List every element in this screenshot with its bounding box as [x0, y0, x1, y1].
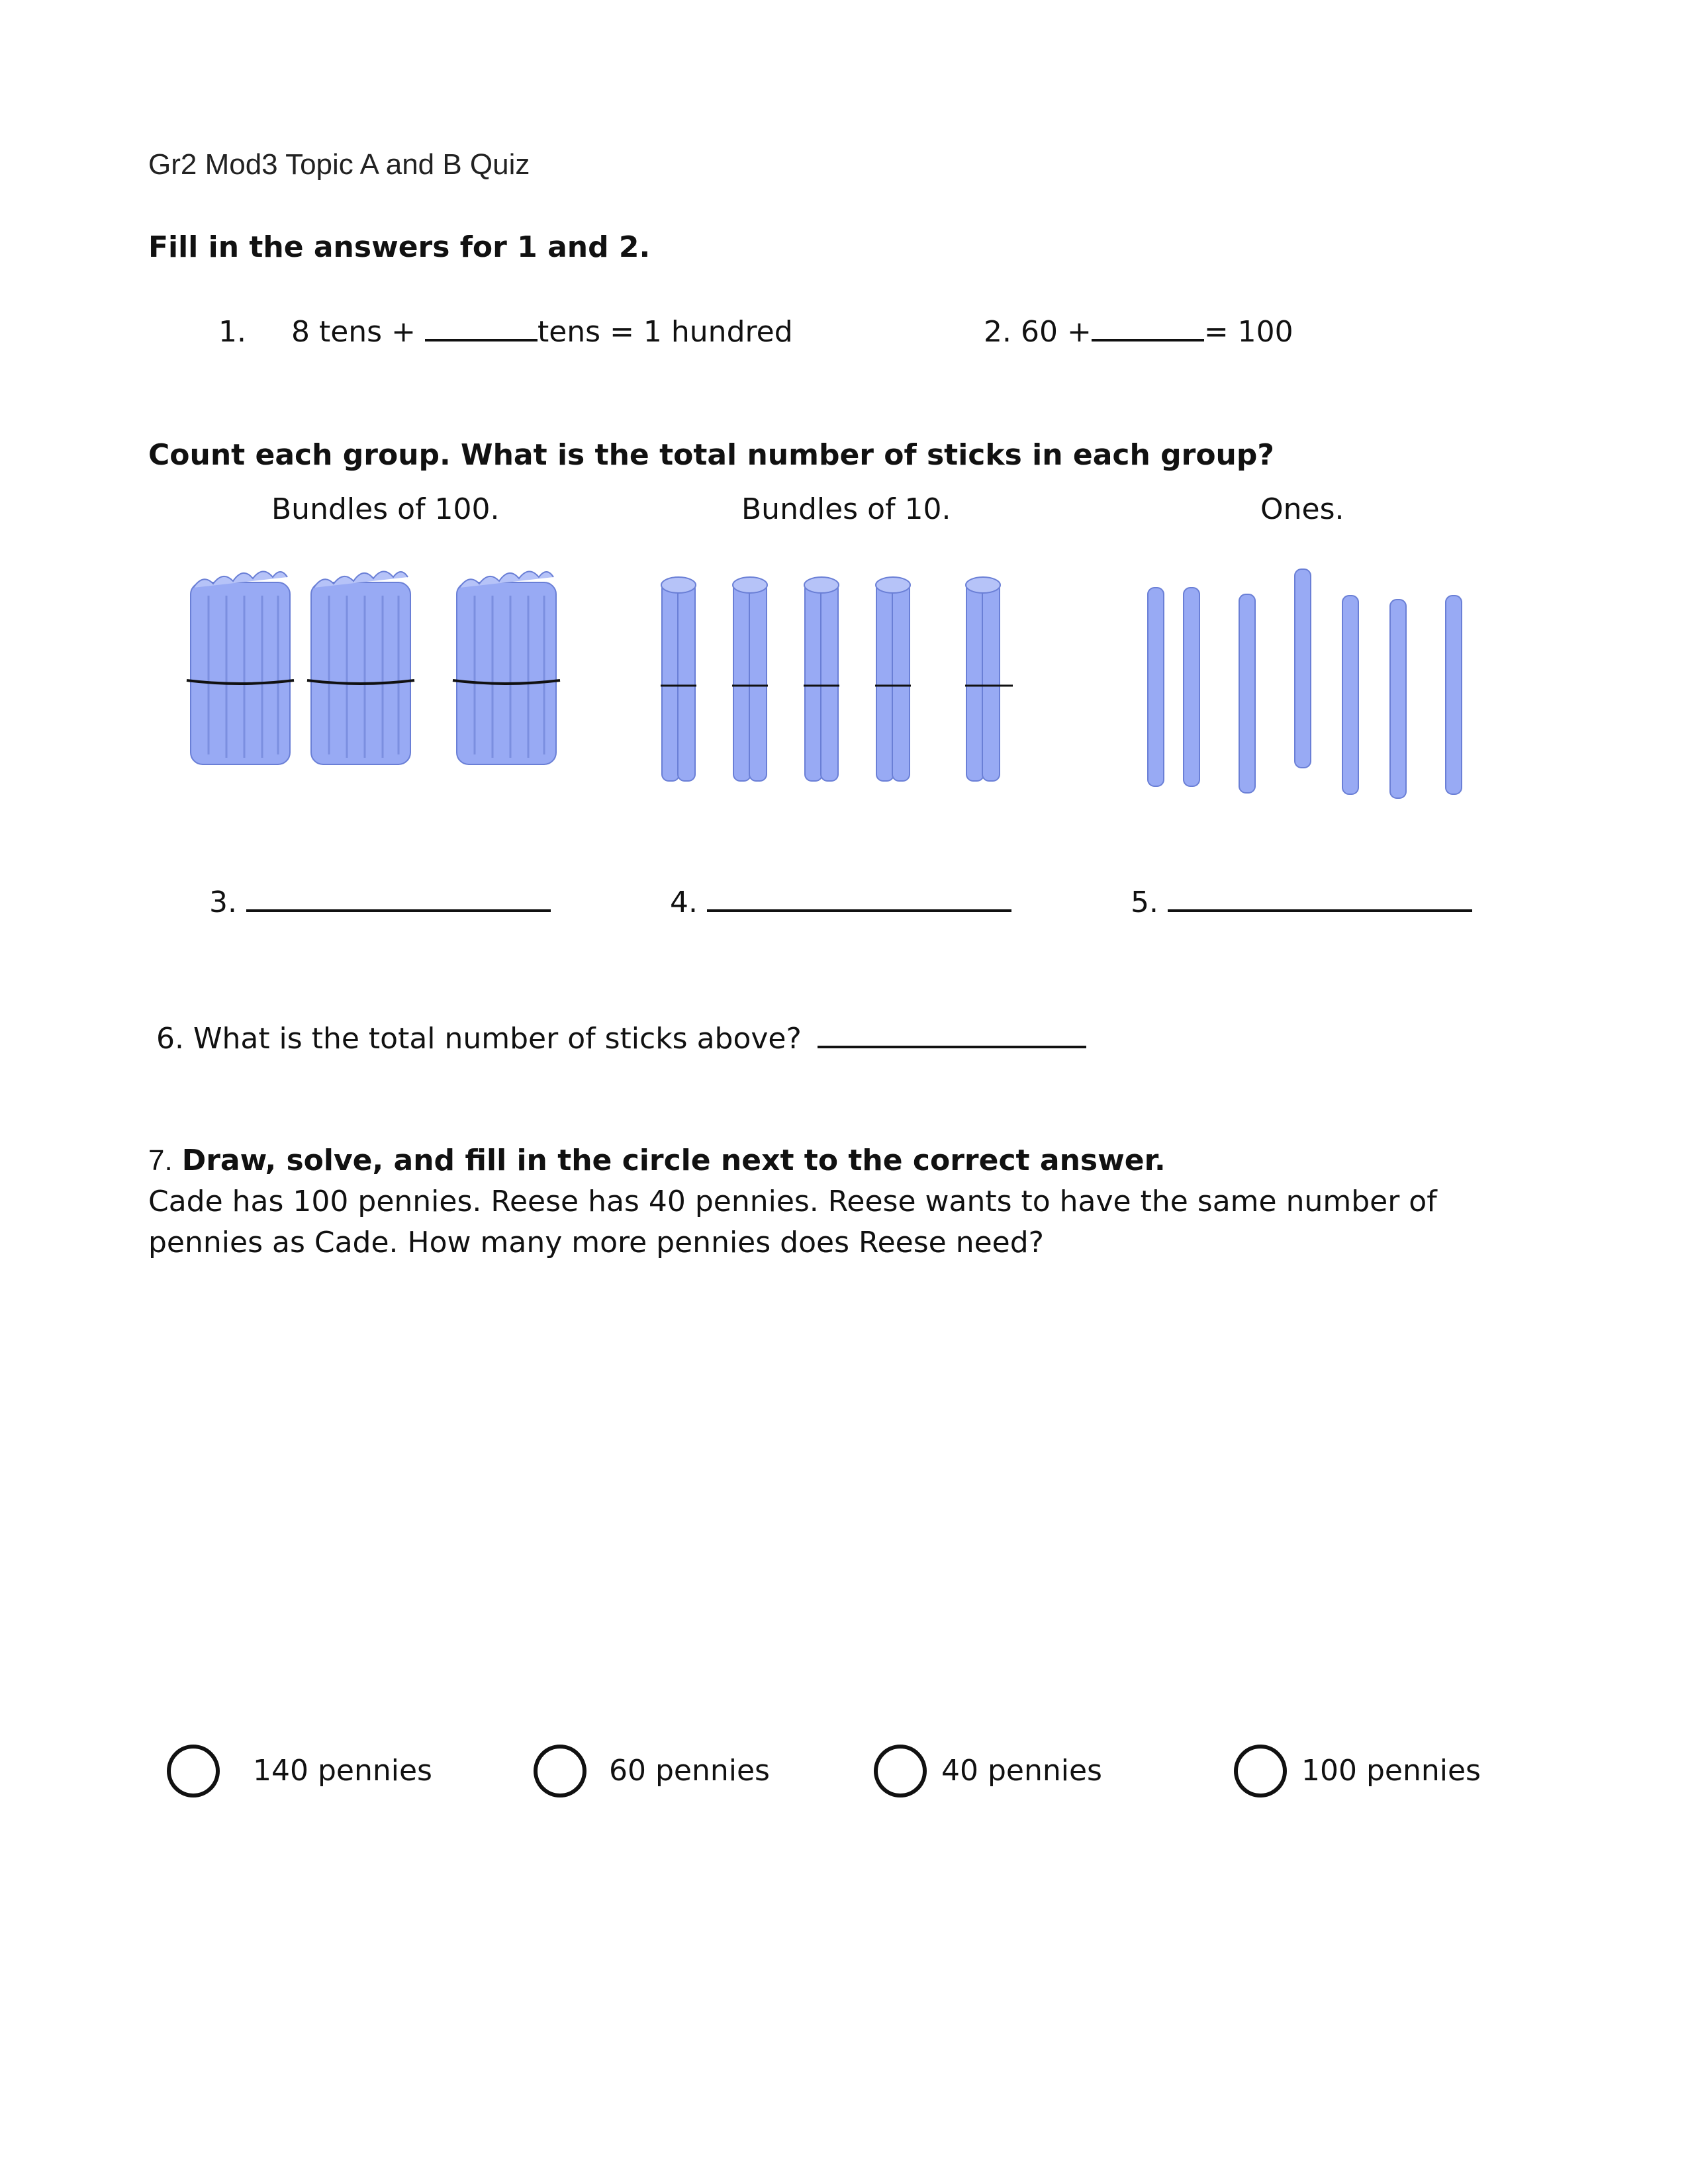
- q1-answer-blank[interactable]: [425, 312, 538, 341]
- group-label-ones: Ones.: [1260, 492, 1344, 526]
- q1-text-before: 8 tens +: [291, 315, 416, 349]
- q2-text-before: 60 +: [1020, 315, 1092, 349]
- q1-number: 1.: [218, 315, 246, 349]
- option-4-radio[interactable]: [1234, 1745, 1287, 1797]
- one-stick-7: [1446, 596, 1462, 794]
- one-stick-2: [1184, 588, 1199, 786]
- worksheet-title: Gr2 Mod3 Topic A and B Quiz: [148, 148, 530, 181]
- answer-5: [1131, 883, 1472, 919]
- one-stick-6: [1390, 600, 1406, 798]
- option-2-label: 60 pennies: [609, 1754, 770, 1788]
- ten-bundle-2: [732, 577, 768, 781]
- answer-4-blank[interactable]: [707, 883, 1011, 912]
- one-stick-5: [1342, 596, 1358, 794]
- option-4-label: 100 pennies: [1301, 1754, 1481, 1788]
- ten-bundle-1: [661, 577, 696, 781]
- ten-bundle-5: [965, 577, 1013, 781]
- group-label-tens: Bundles of 10.: [741, 492, 951, 526]
- ones-sticks-image: [1139, 569, 1483, 801]
- option-1-radio[interactable]: [167, 1745, 220, 1797]
- question-6: [156, 1019, 1086, 1056]
- answer-5-blank[interactable]: [1168, 883, 1472, 912]
- q7-problem-line-1: Cade has 100 pennies. Reese has 40 pennies. Reese wants to have the same number of: [148, 1185, 1437, 1218]
- answer-3: [209, 883, 551, 919]
- question-1: [218, 312, 793, 349]
- q7-number: 7.: [148, 1144, 173, 1177]
- option-2-radio[interactable]: [534, 1745, 586, 1797]
- section1-instruction: Fill in the answers for 1 and 2.: [148, 230, 651, 264]
- q2-number: 2.: [984, 315, 1011, 349]
- hundreds-bundles-image: [179, 569, 576, 781]
- hundred-bundle-2: [307, 571, 414, 764]
- option-3-label: 40 pennies: [941, 1754, 1102, 1788]
- one-stick-4: [1295, 569, 1311, 768]
- q2-answer-blank[interactable]: [1092, 312, 1204, 341]
- group-label-hundreds: Bundles of 100.: [271, 492, 500, 526]
- answer-5-number: 5.: [1131, 886, 1158, 919]
- q2-text-after: = 100: [1203, 315, 1293, 349]
- q6-answer-blank[interactable]: [818, 1019, 1086, 1048]
- question-7-heading: [148, 1144, 1166, 1177]
- answer-4: [670, 883, 1011, 919]
- one-stick-3: [1239, 594, 1255, 793]
- tens-bundles-image: [649, 569, 1046, 788]
- q7-instruction: Draw, solve, and fill in the circle next to the correct answer.: [181, 1144, 1166, 1177]
- hundred-bundle-3: [453, 571, 560, 764]
- answer-4-number: 4.: [670, 886, 698, 919]
- ten-bundle-3: [804, 577, 839, 781]
- answer-3-blank[interactable]: [246, 883, 551, 912]
- hundred-bundle-1: [187, 571, 294, 764]
- q7-problem-line-2: pennies as Cade. How many more pennies does Reese need?: [148, 1226, 1045, 1259]
- section2-instruction: Count each group. What is the total number of sticks in each group?: [148, 438, 1274, 472]
- question-2: [984, 312, 1293, 349]
- one-stick-1: [1148, 588, 1164, 786]
- ten-bundle-4: [875, 577, 911, 781]
- q6-text: 6. What is the total number of sticks above?: [156, 1022, 802, 1056]
- option-3-radio[interactable]: [874, 1745, 927, 1797]
- q1-text-after: tens = 1 hundred: [537, 315, 793, 349]
- option-1-label: 140 pennies: [253, 1754, 432, 1788]
- answer-3-number: 3.: [209, 886, 237, 919]
